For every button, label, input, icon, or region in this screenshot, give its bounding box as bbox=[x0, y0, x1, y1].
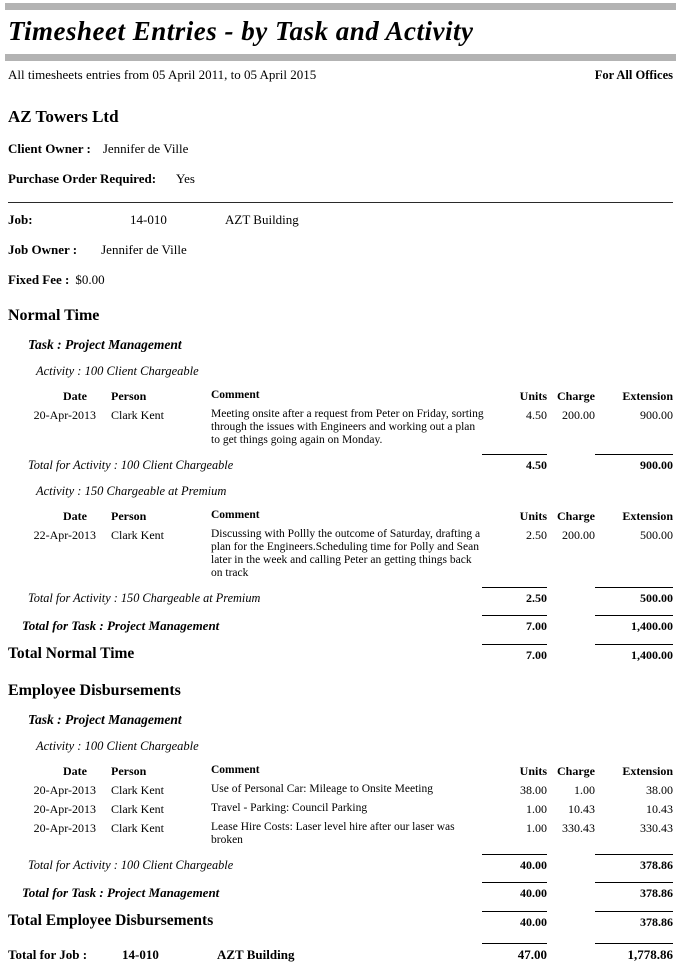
disbursements-total-label: Total Employee Disbursements bbox=[8, 912, 214, 929]
fixed-fee-label: Fixed Fee : bbox=[8, 272, 70, 287]
entry-extension: 38.00 bbox=[646, 783, 673, 797]
column-header-units: Units bbox=[519, 764, 547, 778]
entry-units: 38.00 bbox=[520, 783, 547, 797]
task-total-row bbox=[8, 882, 673, 901]
title-divider-bar bbox=[5, 54, 676, 61]
activity-total-extension: 378.86 bbox=[595, 854, 673, 873]
task-total-label: Total for Task : Project Management bbox=[22, 618, 220, 633]
entry-comment: Lease Hire Costs: Laser level hire after our laser was broken bbox=[211, 821, 455, 846]
activity-total-units: 4.50 bbox=[482, 454, 547, 473]
activity-heading: Activity : 100 Client Chargeable bbox=[36, 364, 199, 378]
client-owner-value: Jennifer de Ville bbox=[102, 141, 189, 156]
entry-units: 1.00 bbox=[526, 821, 547, 835]
column-header-date: Date bbox=[63, 509, 87, 523]
table-header-row bbox=[8, 509, 673, 524]
column-header-comment: Comment bbox=[211, 509, 260, 521]
task-total-label: Total for Task : Project Management bbox=[22, 885, 220, 900]
column-header-date: Date bbox=[63, 389, 87, 403]
column-header-extension: Extension bbox=[622, 764, 673, 778]
column-header-comment: Comment bbox=[211, 764, 260, 776]
normal-time-total-extension: 1,400.00 bbox=[595, 644, 673, 663]
activity-heading: Activity : 100 Client Chargeable bbox=[36, 739, 199, 753]
entry-comment: Discussing with Pollly the outcome of Saturday, drafting a plan for the Engineers.Scheduling time for Polly and Sean later in the week and calling Peter an getting things back on track bbox=[211, 528, 481, 579]
table-header-row bbox=[8, 764, 673, 779]
entry-person: Clark Kent bbox=[111, 408, 164, 422]
entry-units: 4.50 bbox=[526, 408, 547, 422]
entry-date: 20-Apr-2013 bbox=[33, 783, 96, 797]
top-divider-bar bbox=[5, 3, 676, 10]
entry-date: 22-Apr-2013 bbox=[33, 528, 96, 542]
activity-total-units: 40.00 bbox=[482, 854, 547, 873]
normal-time-total-units: 7.00 bbox=[482, 644, 547, 663]
task-total-units: 40.00 bbox=[482, 882, 547, 901]
entry-date: 20-Apr-2013 bbox=[33, 408, 96, 422]
client-name: AZ Towers Ltd bbox=[8, 107, 119, 126]
section-heading-disbursements: Employee Disbursements bbox=[8, 682, 181, 699]
task-total-row bbox=[8, 615, 673, 634]
task-total-units: 7.00 bbox=[482, 615, 547, 634]
task-total-extension: 1,400.00 bbox=[595, 615, 673, 634]
column-header-comment: Comment bbox=[211, 389, 260, 401]
entry-charge: 330.43 bbox=[562, 821, 595, 835]
job-code: 14-010 bbox=[130, 212, 167, 227]
activity-total-extension: 500.00 bbox=[595, 587, 673, 606]
purchase-order-value: Yes bbox=[176, 171, 195, 186]
job-total-name: AZT Building bbox=[217, 947, 295, 962]
activity-total-label: Total for Activity : 150 Chargeable at Premium bbox=[28, 591, 261, 605]
fixed-fee-row bbox=[8, 272, 673, 288]
entry-extension: 500.00 bbox=[640, 528, 673, 542]
client-owner-row bbox=[8, 141, 673, 157]
activity-total-extension: 900.00 bbox=[595, 454, 673, 473]
entry-date: 20-Apr-2013 bbox=[33, 802, 96, 816]
column-header-charge: Charge bbox=[557, 764, 595, 778]
activity-total-row bbox=[8, 454, 673, 473]
column-header-date: Date bbox=[63, 764, 87, 778]
entry-person: Clark Kent bbox=[111, 821, 164, 835]
column-header-charge: Charge bbox=[557, 509, 595, 523]
entry-comment: Travel - Parking: Council Parking bbox=[211, 802, 368, 814]
timesheet-entry-row bbox=[8, 408, 673, 447]
job-owner-label: Job Owner : bbox=[8, 242, 78, 257]
entry-extension: 330.43 bbox=[640, 821, 673, 835]
purchase-order-row bbox=[8, 171, 673, 187]
job-row bbox=[8, 212, 673, 228]
activity-total-units: 2.50 bbox=[482, 587, 547, 606]
report-page bbox=[0, 3, 681, 963]
entry-person: Clark Kent bbox=[111, 783, 164, 797]
activity-heading: Activity : 150 Chargeable at Premium bbox=[36, 484, 227, 498]
activity-total-label: Total for Activity : 100 Client Chargeable bbox=[28, 458, 234, 472]
client-owner-label: Client Owner : bbox=[8, 141, 91, 156]
column-header-units: Units bbox=[519, 509, 547, 523]
report-body bbox=[8, 107, 673, 963]
report-subtitle-row bbox=[8, 67, 673, 83]
entry-date: 20-Apr-2013 bbox=[33, 821, 96, 835]
entry-person: Clark Kent bbox=[111, 528, 164, 542]
column-header-extension: Extension bbox=[622, 509, 673, 523]
disbursement-entry-row bbox=[8, 802, 673, 817]
report-date-range: All timesheets entries from 05 April 2011, to 05 April 2015 bbox=[8, 67, 317, 82]
disbursement-entry-row bbox=[8, 821, 673, 847]
disbursement-entry-row bbox=[8, 783, 673, 798]
activity-total-row bbox=[8, 587, 673, 606]
activity-total-label: Total for Activity : 100 Client Chargeable bbox=[28, 858, 234, 872]
entry-comment: Use of Personal Car: Mileage to Onsite Meeting bbox=[211, 783, 433, 795]
entry-charge: 200.00 bbox=[562, 528, 595, 542]
job-name: AZT Building bbox=[225, 212, 299, 227]
fixed-fee-value: $0.00 bbox=[75, 272, 105, 287]
report-title: Timesheet Entries - by Task and Activity bbox=[8, 16, 474, 46]
purchase-order-label: Purchase Order Required: bbox=[8, 171, 157, 186]
column-header-charge: Charge bbox=[557, 389, 595, 403]
disbursements-total-extension: 378.86 bbox=[595, 911, 673, 930]
entry-person: Clark Kent bbox=[111, 802, 164, 816]
job-total-row bbox=[8, 943, 673, 963]
task-total-extension: 378.86 bbox=[595, 882, 673, 901]
normal-time-total-label: Total Normal Time bbox=[8, 645, 135, 662]
offices-scope: For All Offices bbox=[594, 68, 673, 82]
column-header-person: Person bbox=[111, 764, 147, 778]
disbursements-total-units: 40.00 bbox=[482, 911, 547, 930]
timesheet-entry-row bbox=[8, 528, 673, 580]
column-header-extension: Extension bbox=[622, 389, 673, 403]
entry-extension: 10.43 bbox=[646, 802, 673, 816]
entry-comment: Meeting onsite after a request from Peter on Friday, sorting through the issues with Engineers and working out a plan to get things going again on Monday. bbox=[211, 408, 484, 446]
column-header-person: Person bbox=[111, 509, 147, 523]
task-heading: Task : Project Management bbox=[28, 712, 182, 727]
job-total-units: 47.00 bbox=[482, 943, 547, 963]
entry-charge: 10.43 bbox=[568, 802, 595, 816]
job-total-extension: 1,778.86 bbox=[595, 943, 673, 963]
activity-total-row bbox=[8, 854, 673, 873]
task-heading: Task : Project Management bbox=[28, 337, 182, 352]
section-divider-line bbox=[8, 202, 673, 203]
entry-extension: 900.00 bbox=[640, 408, 673, 422]
job-owner-value: Jennifer de Ville bbox=[101, 242, 187, 257]
job-owner-row bbox=[8, 242, 673, 258]
job-total-label: Total for Job : bbox=[8, 947, 88, 962]
column-header-units: Units bbox=[519, 389, 547, 403]
normal-time-total-row bbox=[8, 644, 673, 663]
column-header-person: Person bbox=[111, 389, 147, 403]
job-total-code: 14-010 bbox=[122, 947, 159, 962]
table-header-row bbox=[8, 389, 673, 404]
entry-units: 2.50 bbox=[526, 528, 547, 542]
job-label: Job: bbox=[8, 212, 33, 227]
entry-units: 1.00 bbox=[526, 802, 547, 816]
entry-charge: 1.00 bbox=[574, 783, 595, 797]
section-heading-normal-time: Normal Time bbox=[8, 307, 100, 324]
disbursements-total-row bbox=[8, 911, 673, 930]
entry-charge: 200.00 bbox=[562, 408, 595, 422]
